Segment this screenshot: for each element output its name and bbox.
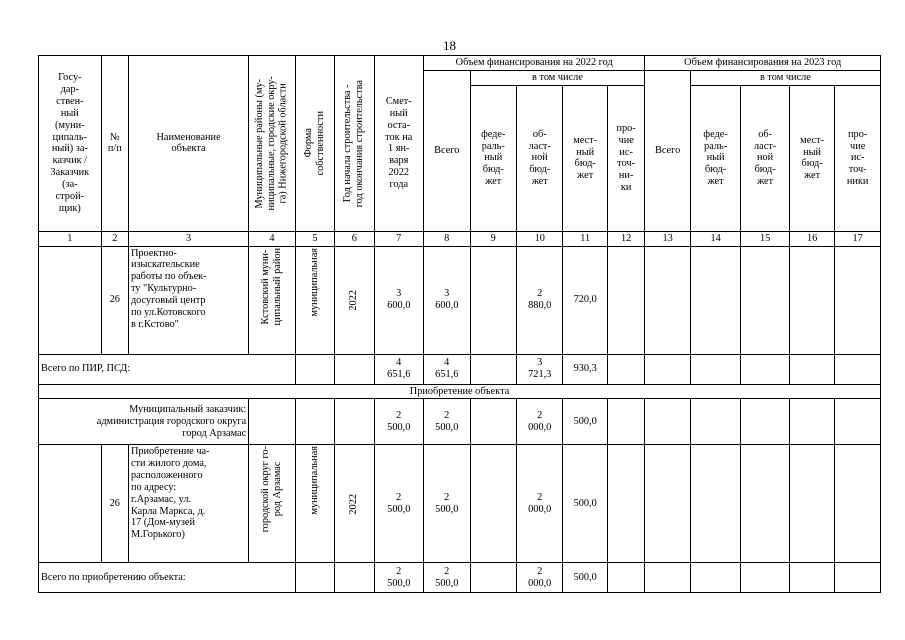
col-number: 6 xyxy=(335,231,374,246)
col-number: 12 xyxy=(607,231,644,246)
total-pir-label: Всего по ПИР, ПСД: xyxy=(39,354,296,384)
header-federal-2023: феде- раль- ный бюд- жет xyxy=(690,85,741,231)
table-row xyxy=(39,354,881,384)
total-pir-total: 4 651,6 xyxy=(424,354,470,384)
col-number: 3 xyxy=(128,231,248,246)
header-years: Год начала строительства - год окончания строительства xyxy=(335,56,374,232)
customer-total: 2 500,0 xyxy=(424,399,470,445)
customer-estimate: 2 500,0 xyxy=(374,399,424,445)
col-number: 5 xyxy=(295,231,334,246)
section-title: Приобретение объекта xyxy=(39,384,881,399)
col-number: 13 xyxy=(645,231,690,246)
col-number: 14 xyxy=(690,231,741,246)
object-name: Приобретение ча- сти жилого дома, расположенного по адресу: г.Арзамас, ул. Карла Маркса, д. 17 (Дом-музей М.Горького) xyxy=(128,445,248,563)
ownership: муниципальная xyxy=(295,246,334,354)
header-other-2023: про- чие ис- точ- ники xyxy=(835,85,881,231)
district: городской округ го- род Арзамас xyxy=(249,445,295,563)
total-acq-total: 2 500,0 xyxy=(424,563,470,593)
local-2022-value: 720,0 xyxy=(563,246,607,354)
total-pir-local: 930,3 xyxy=(563,354,607,384)
header-local-2022: мест- ный бюд- жет xyxy=(563,85,607,231)
estimate-value: 2 500,0 xyxy=(374,445,424,563)
header-fin-2023: Объем финансирования на 2023 год xyxy=(645,56,881,71)
header-districts: Муниципальные районы (му- ниципальные, городские окру- га) Нижегородской области xyxy=(249,56,295,232)
total-2022-value: 2 500,0 xyxy=(424,445,470,563)
col-number: 17 xyxy=(835,231,881,246)
header-object-name: Наименование объекта xyxy=(128,56,248,232)
years: 2022 xyxy=(335,246,374,354)
section-row xyxy=(39,384,881,399)
total-pir-regional: 3 721,3 xyxy=(516,354,562,384)
table-row xyxy=(39,445,881,563)
table-row xyxy=(39,563,881,593)
col-number: 16 xyxy=(789,231,834,246)
total-pir-estimate: 4 651,6 xyxy=(374,354,424,384)
total-acq-label: Всего по приобретению объекта: xyxy=(39,563,296,593)
header-regional-2022: об- ласт- ной бюд- жет xyxy=(516,85,562,231)
header-including-2022: в том числе xyxy=(470,71,645,86)
header-estimate: Смет- ный оста- ток на 1 ян- варя 2022 года xyxy=(374,56,424,232)
table-row xyxy=(39,399,881,445)
header-fin-2022: Объем финансирования на 2022 год xyxy=(424,56,645,71)
total-acq-local: 500,0 xyxy=(563,563,607,593)
customer-local: 500,0 xyxy=(563,399,607,445)
estimate-value: 3 600,0 xyxy=(374,246,424,354)
header-including-2023: в том числе xyxy=(690,71,880,86)
district: Кстовский муни- ципальный район xyxy=(249,246,295,354)
header-other-2022: про- чие ис- точ- ни- ки xyxy=(607,85,644,231)
column-numbers-row xyxy=(39,231,881,246)
header-regional-2023: об- ласт- ной бюд- жет xyxy=(741,85,790,231)
row-number: 26 xyxy=(101,445,128,563)
col-number: 2 xyxy=(101,231,128,246)
header-ownership: Форма собственности xyxy=(295,56,334,232)
header-local-2023: мест- ный бюд- жет xyxy=(789,85,834,231)
financing-table xyxy=(38,55,881,593)
years: 2022 xyxy=(335,445,374,563)
customer-label: Муниципальный заказчик: администрация городского округа город Арзамас xyxy=(39,399,249,445)
total-acq-estimate: 2 500,0 xyxy=(374,563,424,593)
regional-2022-value: 2 000,0 xyxy=(516,445,562,563)
object-name: Проектно- изыскательские работы по объек- ту "Культурно- досуговый центр по ул.Котовского в г.Кстово" xyxy=(128,246,248,354)
customer-regional: 2 000,0 xyxy=(516,399,562,445)
header-total-2023: Всего xyxy=(645,71,690,232)
header-number: № п/п xyxy=(101,56,128,232)
header-customer: Госу- дар- ствен- ный (муни- ципаль- ный) за- казчик / Заказчик (за- строй- щик) xyxy=(39,56,102,232)
total-acq-regional: 2 000,0 xyxy=(516,563,562,593)
col-number: 15 xyxy=(741,231,790,246)
header-total-2022: Всего xyxy=(424,71,470,232)
page-number: 18 xyxy=(443,38,456,53)
ownership: муниципальная xyxy=(295,445,334,563)
col-number: 9 xyxy=(470,231,516,246)
regional-2022-value: 2 880,0 xyxy=(516,246,562,354)
col-number: 11 xyxy=(563,231,607,246)
col-number: 4 xyxy=(249,231,295,246)
table-row xyxy=(39,246,881,354)
col-number: 8 xyxy=(424,231,470,246)
col-number: 1 xyxy=(39,231,102,246)
local-2022-value: 500,0 xyxy=(563,445,607,563)
col-number: 10 xyxy=(516,231,562,246)
header-federal-2022: феде- раль- ный бюд- жет xyxy=(470,85,516,231)
total-2022-value: 3 600,0 xyxy=(424,246,470,354)
col-number: 7 xyxy=(374,231,424,246)
row-number: 26 xyxy=(101,246,128,354)
